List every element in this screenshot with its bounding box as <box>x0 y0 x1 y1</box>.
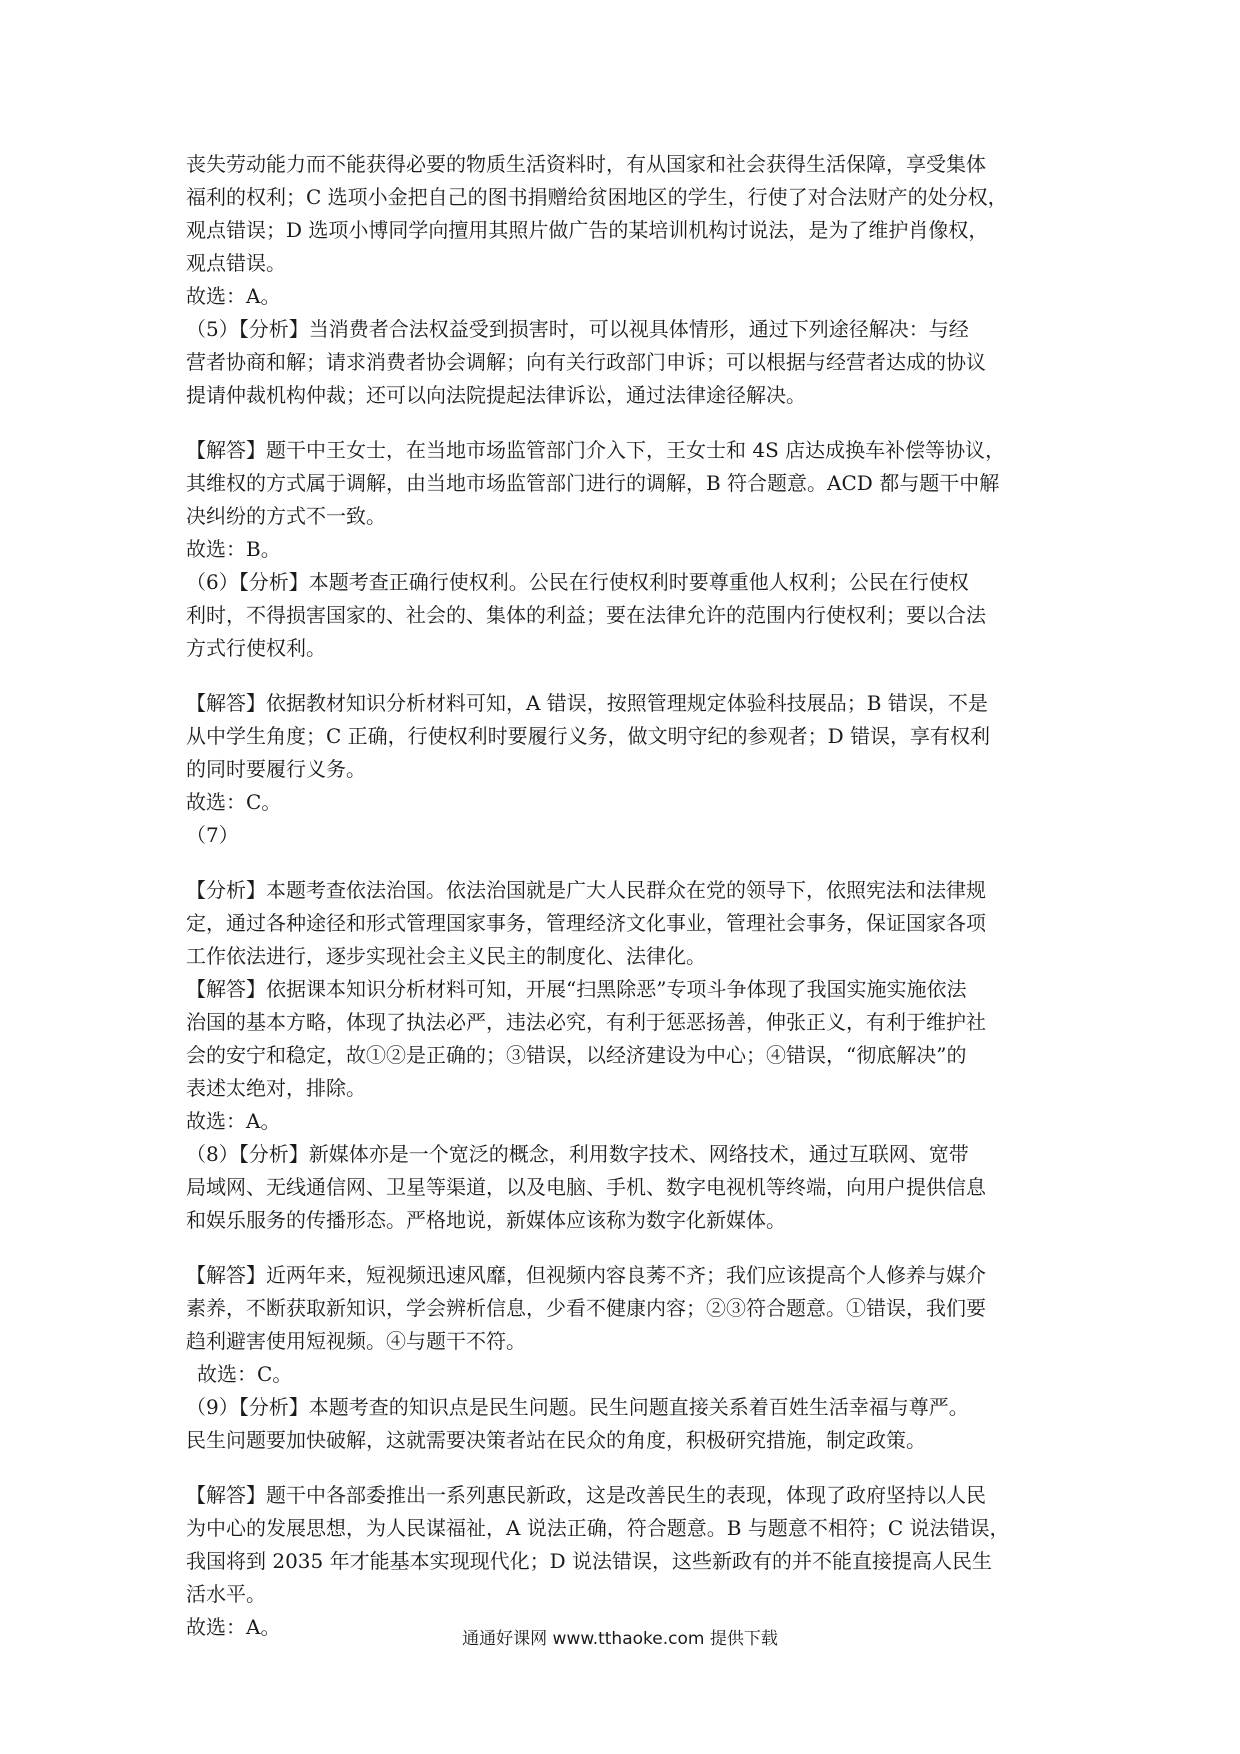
text-line: 丧失劳动能力而不能获得必要的物质生活资料时，有从国家和社会获得生活保障，享受集体 <box>186 152 986 176</box>
answer-choice: 故选：A。 <box>186 284 281 308</box>
paragraph-gap <box>186 412 1066 434</box>
solution-8-heading: 【解答】近两年来，短视频迅速风靡，但视频内容良莠不齐；我们应该提高个人修养与媒介 <box>186 1263 986 1287</box>
text-line: 治国的基本方略，体现了执法必严，违法必究，有利于惩恶扬善，伸张正义，有利于维护社 <box>186 1010 986 1034</box>
paragraph-gap <box>186 665 1066 687</box>
text-line: 方式行使权利。 <box>186 636 326 660</box>
analysis-9-heading: （9）【分析】本题考查的知识点是民生问题。民生问题直接关系着百姓生活幸福与尊严。 <box>186 1395 969 1419</box>
text-line: 定，通过各种途径和形式管理国家事务，管理经济文化事业，管理社会事务，保证国家各项 <box>186 911 986 935</box>
text-line: 福利的权利；C 选项小金把自己的图书捐赠给贫困地区的学生，行使了对合法财产的处分权， <box>186 185 1008 209</box>
answer-choice: 故选：C。 <box>186 790 282 814</box>
text-line: 决纠纷的方式不一致。 <box>186 504 386 528</box>
text-line: 素养，不断获取新知识，学会辨析信息，少看不健康内容；②③符合题意。①错误，我们要 <box>186 1296 986 1320</box>
text-line: 工作依法进行，逐步实现社会主义民主的制度化、法律化。 <box>186 944 706 968</box>
solution-5-heading: 【解答】题干中王女士，在当地市场监管部门介入下，王女士和 4S 店达成换车补偿等协议， <box>186 438 1006 462</box>
text-line: 表述太绝对，排除。 <box>186 1076 366 1100</box>
paragraph-gap <box>186 1237 1066 1259</box>
analysis-8-heading: （8）【分析】新媒体亦是一个宽泛的概念，利用数字技术、网络技术，通过互联网、宽带 <box>186 1142 969 1166</box>
page-footer: 通通好课网 www.tthaoke.com 提供下载 <box>462 1629 778 1649</box>
text-line: 从中学生角度；C 正确，行使权利时要履行义务，做文明守纪的参观者；D 错误，享有权利 <box>186 724 991 748</box>
text-line: 为中心的发展思想，为人民谋福祉，A 说法正确，符合题意。B 与题意不相符；C 说法错误， <box>186 1516 1010 1540</box>
text-line: 的同时要履行义务。 <box>186 757 366 781</box>
answer-choice: 故选：B。 <box>186 537 281 561</box>
text-line: 其维权的方式属于调解，由当地市场监管部门进行的调解，B 符合题意。ACD 都与题干中解 <box>186 471 1000 495</box>
text-line: 观点错误。 <box>186 251 286 275</box>
text-line: 观点错误；D 选项小博同学向擅用其照片做广告的某培训机构讨说法，是为了维护肖像权， <box>186 218 989 242</box>
answer-choice: 故选：C。 <box>197 1362 293 1386</box>
text-line: 营者协商和解；请求消费者协会调解；向有关行政部门申诉；可以根据与经营者达成的协议 <box>186 350 986 374</box>
analysis-6-heading: （6）【分析】本题考查正确行使权利。公民在行使权利时要尊重他人权利；公民在行使权 <box>186 570 969 594</box>
paragraph-gap <box>186 852 1066 874</box>
text-line: 局域网、无线通信网、卫星等渠道，以及电脑、手机、数字电视机等终端，向用户提供信息 <box>186 1175 986 1199</box>
text-line: 提请仲裁机构仲裁；还可以向法院提起法律诉讼，通过法律途径解决。 <box>186 383 806 407</box>
answer-choice: 故选：A。 <box>186 1109 281 1133</box>
text-line: 利时，不得损害国家的、社会的、集体的利益；要在法律允许的范围内行使权利；要以合法 <box>186 603 986 627</box>
text-line: 我国将到 2035 年才能基本实现现代化；D 说法错误，这些新政有的并不能直接提高人民生 <box>186 1549 993 1573</box>
answer-choice: 故选：A。 <box>186 1615 281 1639</box>
question-7-number: （7） <box>186 823 239 847</box>
text-line: 民生问题要加快破解，这就需要决策者站在民众的角度，积极研究措施，制定政策。 <box>186 1428 926 1452</box>
text-line: 活水平。 <box>186 1582 266 1606</box>
text-line: 会的安宁和稳定，故①②是正确的；③错误，以经济建设为中心；④错误，“彻底解决”的 <box>186 1043 967 1067</box>
text-line: 和娱乐服务的传播形态。严格地说，新媒体应该称为数字化新媒体。 <box>186 1208 786 1232</box>
text-line: 趋利避害使用短视频。④与题干不符。 <box>186 1329 526 1353</box>
paragraph-gap <box>186 1457 1066 1479</box>
solution-7-heading: 【解答】依据课本知识分析材料可知，开展“扫黑除恶”专项斗争体现了我国实施实施依法 <box>186 977 967 1001</box>
analysis-5-heading: （5）【分析】当消费者合法权益受到损害时，可以视具体情形，通过下列途径解决：与经 <box>186 317 969 341</box>
solution-6-heading: 【解答】依据教材知识分析材料可知，A 错误，按照管理规定体验科技展品；B 错误，不是 <box>186 691 988 715</box>
answer-text <box>186 148 1066 1644</box>
analysis-7-heading: 【分析】本题考查依法治国。依法治国就是广大人民群众在党的领导下，依照宪法和法律规 <box>186 878 986 902</box>
solution-9-heading: 【解答】题干中各部委推出一系列惠民新政，这是改善民生的表现，体现了政府坚持以人民 <box>186 1483 986 1507</box>
